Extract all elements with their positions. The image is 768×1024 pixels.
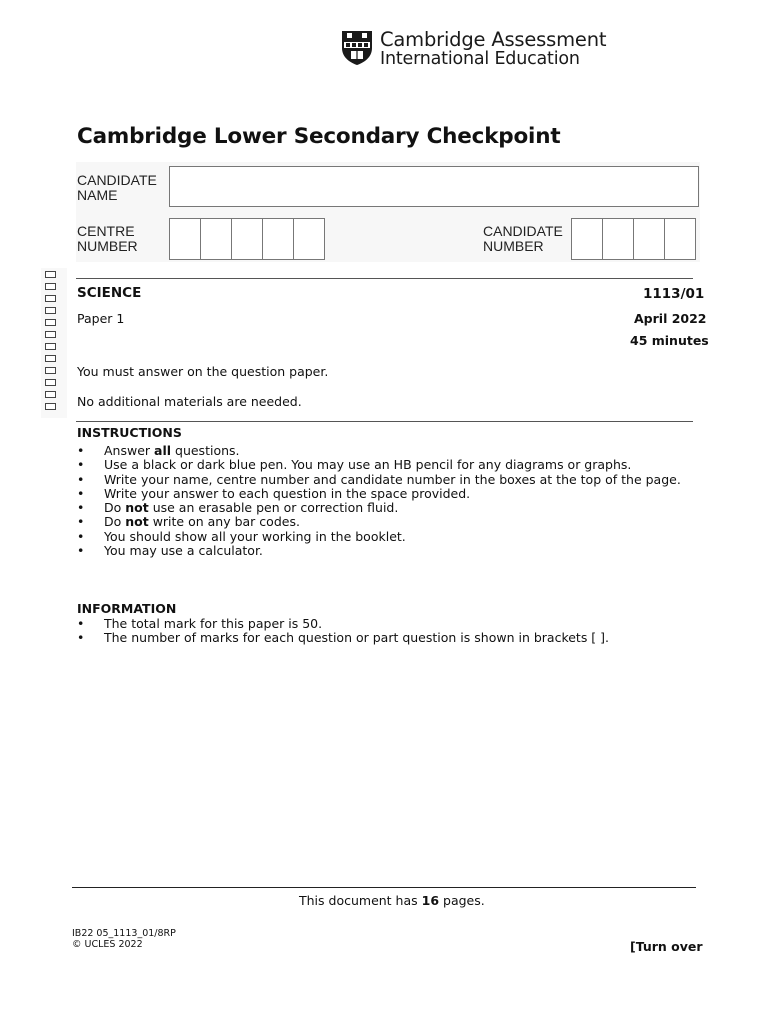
bullet-icon: • <box>77 543 85 559</box>
barcode-cell <box>45 271 56 278</box>
centre-number-field[interactable] <box>169 218 324 260</box>
subject-title: SCIENCE <box>77 285 142 301</box>
candidate-name-field[interactable] <box>169 166 699 207</box>
candidate-number-digit-box[interactable] <box>602 218 634 260</box>
candidate-number-digit-box[interactable] <box>633 218 665 260</box>
information-heading: INFORMATION <box>77 601 177 616</box>
candidate-number-label: CANDIDATE NUMBER <box>483 223 563 254</box>
barcode-cell <box>45 391 56 398</box>
barcode-cell <box>45 319 56 326</box>
paper-code: 1113/01 <box>643 286 705 302</box>
candidate-number-digit-box[interactable] <box>571 218 603 260</box>
barcode-cell <box>45 367 56 374</box>
centre-number-digit-box[interactable] <box>262 218 294 260</box>
bullet-icon: • <box>77 616 85 631</box>
candidate-number-field[interactable] <box>571 218 695 260</box>
document-code: IB22 05_1113_01/8RP <box>72 928 176 939</box>
divider <box>76 421 693 422</box>
barcode-cell <box>45 355 56 362</box>
list-item: • Use a black or dark blue pen. You may use an HB pencil for any diagrams or graphs. <box>77 457 632 473</box>
exam-session: April 2022 <box>634 311 707 326</box>
bullet-icon: • <box>77 443 85 458</box>
barcode-cell <box>45 295 56 302</box>
divider <box>76 278 693 279</box>
list-item: • You may use a calculator. <box>77 543 263 559</box>
candidate-number-digit-box[interactable] <box>664 218 696 260</box>
list-item: • Write your answer to each question in the space provided. <box>77 485 471 501</box>
bullet-icon: • <box>77 471 85 487</box>
barcode-cell <box>45 343 56 350</box>
barcode-strip <box>41 268 67 418</box>
turn-over-label: [Turn over <box>630 939 703 954</box>
list-item: • Do not use an erasable pen or correction fluid. <box>77 500 399 516</box>
list-item: • Answer all questions. <box>77 443 240 458</box>
bullet-icon: • <box>77 514 85 530</box>
list-item: • The total mark for this paper is 50. <box>77 616 323 631</box>
instructions-list <box>77 444 681 558</box>
note-no-materials: No additional materials are needed. <box>77 394 302 409</box>
bullet-icon: • <box>77 485 85 501</box>
copyright: © UCLES 2022 <box>72 939 143 950</box>
centre-number-digit-box[interactable] <box>293 218 325 260</box>
information-list <box>77 617 609 646</box>
bullet-icon: • <box>77 630 85 646</box>
cambridge-crest-logo <box>341 30 373 66</box>
barcode-cell <box>45 403 56 410</box>
barcode-cell <box>45 379 56 386</box>
barcode-cell <box>45 283 56 290</box>
paper-number: Paper 1 <box>77 311 125 326</box>
list-item: • You should show all your working in the booklet. <box>77 528 406 544</box>
exam-duration: 45 minutes <box>630 333 709 348</box>
centre-number-digit-box[interactable] <box>169 218 201 260</box>
candidate-name-label: CANDIDATE NAME <box>77 172 157 203</box>
logo-text-line1: Cambridge Assessment <box>380 28 607 51</box>
list-item: • Do not write on any bar codes. <box>77 514 300 530</box>
centre-number-digit-box[interactable] <box>231 218 263 260</box>
bullet-icon: • <box>77 500 85 516</box>
list-item: • The number of marks for each question or part question is shown in brackets [ ]. <box>77 630 610 646</box>
list-item: • Write your name, centre number and candidate number in the boxes at the top of the page. <box>77 471 681 487</box>
footer-divider <box>72 887 696 888</box>
instructions-heading: INSTRUCTIONS <box>77 425 182 440</box>
barcode-cell <box>45 307 56 314</box>
centre-number-digit-box[interactable] <box>200 218 232 260</box>
bullet-icon: • <box>77 528 85 544</box>
page-count-note: This document has 16 pages. <box>299 893 485 908</box>
barcode-cell <box>45 331 56 338</box>
page-title: Cambridge Lower Secondary Checkpoint <box>77 124 561 149</box>
bullet-icon: • <box>77 457 85 473</box>
note-answer-on-paper: You must answer on the question paper. <box>77 364 329 379</box>
centre-number-label: CENTRE NUMBER <box>77 223 138 254</box>
logo-text-line2: International Education <box>380 49 580 69</box>
